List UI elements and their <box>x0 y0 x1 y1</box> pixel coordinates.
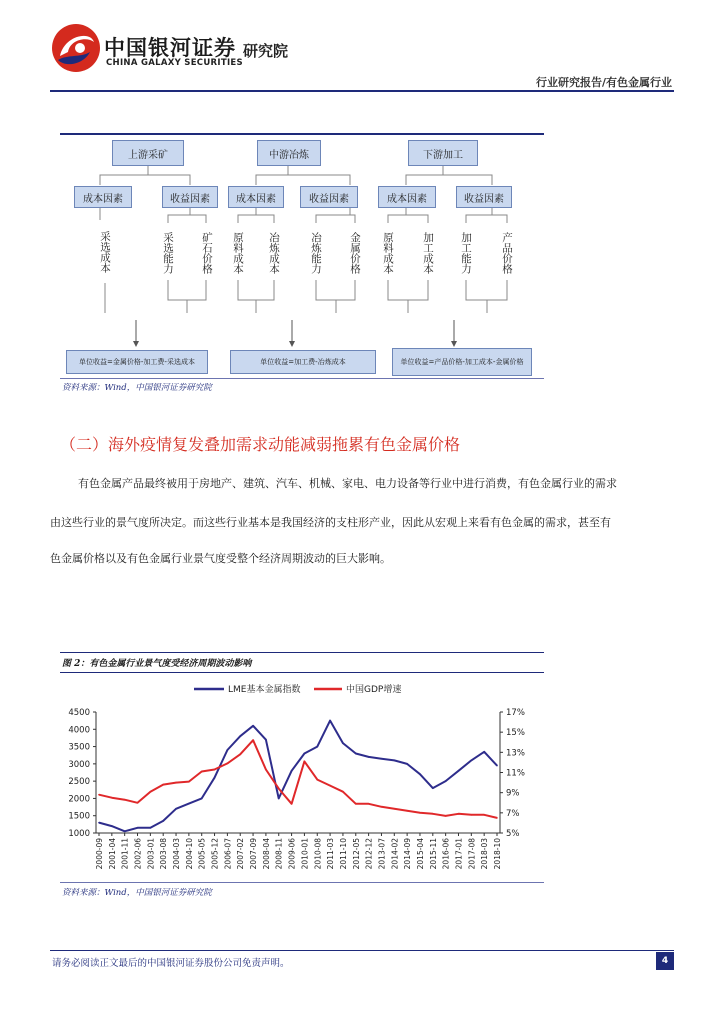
right-tick-label: 5% <box>506 829 520 839</box>
point-lme <box>419 773 421 775</box>
logo-chinese-name: 中国银河证券 <box>104 36 236 60</box>
stage-upstream-mining: 上游采矿 <box>112 140 184 166</box>
point-gdp <box>381 806 383 808</box>
header-divider <box>50 90 674 92</box>
left-tick-label: 3500 <box>68 742 90 753</box>
result-midstream-unit-revenue: 单位收益=加工费-冶炼成本 <box>230 350 376 374</box>
left-tick-label: 4500 <box>68 708 90 718</box>
point-lme <box>393 760 395 762</box>
point-gdp <box>471 814 473 816</box>
point-lme <box>329 720 331 722</box>
point-gdp <box>496 817 498 819</box>
page-number: 4 <box>656 952 674 970</box>
x-tick-label: 2011-03 <box>326 838 336 870</box>
point-lme <box>162 820 164 822</box>
item-mining-cost: 采选成本 <box>95 222 115 282</box>
point-lme <box>496 765 498 767</box>
report-category: 行业研究报告/有色金属行业 <box>535 76 672 89</box>
right-tick-label: 7% <box>506 808 520 819</box>
item-raw-material-cost-mid: 原料成本 <box>228 226 248 280</box>
x-tick-label: 2003-01 <box>146 838 156 870</box>
result-upstream-unit-revenue: 单位收益=金属价格-加工费-采选成本 <box>66 350 208 374</box>
point-gdp <box>150 791 152 793</box>
factor-revenue-upstream: 收益因素 <box>162 186 218 208</box>
left-tick-label: 1000 <box>68 829 90 839</box>
item-smelting-capacity: 冶炼能力 <box>306 226 326 280</box>
chart-title-top-divider <box>60 652 544 653</box>
left-tick-label: 3000 <box>68 759 90 770</box>
factor-revenue-downstream: 收益因素 <box>456 186 512 208</box>
diagram-bottom-divider <box>60 378 544 379</box>
x-tick-label: 2016-06 <box>441 838 451 870</box>
diagram-source-note: 资料来源：Wind，中国银河证券研究院 <box>62 383 212 393</box>
right-tick-label: 11% <box>506 768 525 779</box>
galaxy-logo-icon <box>50 22 102 74</box>
point-lme <box>445 780 447 782</box>
x-tick-label: 2012-12 <box>364 838 374 870</box>
point-gdp <box>445 815 447 817</box>
logo-english-name: CHINA GALAXY SECURITIES <box>106 58 243 68</box>
result-downstream-unit-revenue: 单位收益=产品价格-加工成本-金属价格 <box>392 348 532 376</box>
point-lme <box>265 739 267 741</box>
point-gdp <box>239 754 241 756</box>
x-tick-label: 2010-08 <box>313 838 323 870</box>
x-tick-label: 2007-02 <box>236 838 246 870</box>
point-gdp <box>214 769 216 771</box>
x-tick-label: 2004-03 <box>172 838 182 870</box>
x-tick-label: 2018-03 <box>480 838 490 870</box>
x-tick-label: 2001-04 <box>107 838 117 870</box>
point-gdp <box>342 791 344 793</box>
item-ore-price: 矿石价格 <box>197 226 217 280</box>
point-lme <box>124 830 126 832</box>
paragraph-line-1: 有色金属产品最终被用于房地产、建筑、汽车、机械、家电、电力设备等行业中进行消费，有色金属行业的需求 <box>78 477 617 490</box>
point-lme <box>316 746 318 748</box>
x-tick-label: 2009-06 <box>287 838 297 870</box>
paragraph-line-3: 色金属价格以及有色金属行业景气度受整个经济周期波动的巨大影响。 <box>50 552 391 565</box>
point-lme <box>406 763 408 765</box>
x-tick-label: 2017-08 <box>467 838 477 870</box>
point-gdp <box>458 813 460 815</box>
x-tick-label: 2011-10 <box>338 838 348 870</box>
x-tick-label: 2005-05 <box>197 838 207 870</box>
series-line-china-gdp <box>99 740 497 818</box>
x-tick-label: 2013-07 <box>377 838 387 870</box>
factor-revenue-midstream: 收益因素 <box>300 186 358 208</box>
right-tick-label: 15% <box>506 728 525 739</box>
item-processing-capacity: 加工能力 <box>456 226 476 280</box>
point-gdp <box>227 763 229 765</box>
point-gdp <box>252 739 254 741</box>
x-tick-label: 2015-04 <box>415 838 425 870</box>
point-gdp <box>98 794 100 796</box>
chart-title: 图 2：有色金属行业景气度受经济周期波动影响 <box>62 659 252 669</box>
left-tick-label: 1500 <box>68 811 90 822</box>
point-lme <box>278 798 280 800</box>
point-gdp <box>304 761 306 763</box>
point-lme <box>471 760 473 762</box>
point-gdp <box>124 799 126 801</box>
x-tick-label: 2005-12 <box>210 838 220 870</box>
point-lme <box>432 787 434 789</box>
x-tick-label: 2014-02 <box>390 838 400 870</box>
point-lme <box>227 749 229 751</box>
x-tick-label: 2015-11 <box>428 838 438 870</box>
chart-legend <box>194 683 401 695</box>
section-heading: （二）海外疫情复发叠加需求动能减弱拖累有色金属价格 <box>60 435 461 454</box>
point-lme <box>291 770 293 772</box>
stage-midstream-smelting: 中游冶炼 <box>257 140 321 166</box>
point-gdp <box>162 784 164 786</box>
x-tick-label: 2004-10 <box>184 838 194 870</box>
left-tick-label: 2500 <box>68 777 90 788</box>
point-lme <box>381 758 383 760</box>
point-lme <box>98 822 100 824</box>
x-tick-label: 2008-04 <box>261 838 271 870</box>
point-lme <box>137 827 139 829</box>
logo-institute: 研究院 <box>243 42 289 60</box>
point-gdp <box>265 769 267 771</box>
x-tick-label: 2002-06 <box>133 838 143 870</box>
point-gdp <box>483 814 485 816</box>
left-tick-label: 2000 <box>68 794 90 805</box>
factor-cost-downstream: 成本因素 <box>378 186 436 208</box>
point-lme <box>150 827 152 829</box>
legend-label-gdp: 中国GDP增速 <box>346 685 402 695</box>
point-gdp <box>432 813 434 815</box>
factor-cost-upstream: 成本因素 <box>74 186 132 208</box>
x-tick-label: 2012-05 <box>351 838 361 870</box>
x-tick-label: 2014-09 <box>403 838 413 870</box>
point-gdp <box>201 771 203 773</box>
point-lme <box>355 753 357 755</box>
point-gdp <box>419 812 421 814</box>
right-tick-label: 13% <box>506 748 525 759</box>
point-lme <box>175 808 177 810</box>
x-tick-label: 2008-11 <box>274 838 284 870</box>
metals-gdp-line-chart <box>60 676 544 880</box>
item-metal-price: 金属价格 <box>345 226 365 280</box>
point-lme <box>458 770 460 772</box>
x-tick-label: 2000-09 <box>95 838 104 870</box>
chart-title-bottom-divider <box>60 672 544 673</box>
left-tick-label: 4000 <box>68 725 90 736</box>
stage-downstream-processing: 下游加工 <box>408 140 478 166</box>
x-tick-label: 2017-01 <box>454 838 464 870</box>
paragraph-line-2: 由这些行业的景气度所决定。而这些行业基本是我国经济的支柱形产业，因此从宏观上来看有色金属的需求，甚至有 <box>50 516 611 529</box>
point-gdp <box>278 788 280 790</box>
factor-cost-midstream: 成本因素 <box>228 186 284 208</box>
point-lme <box>214 777 216 779</box>
chart-bottom-divider <box>60 882 544 883</box>
point-gdp <box>368 803 370 805</box>
chart-source-note: 资料来源：Wind，中国银河证券研究院 <box>62 888 212 898</box>
item-product-price: 产品价格 <box>497 226 517 280</box>
point-lme <box>304 753 306 755</box>
point-lme <box>368 756 370 758</box>
point-lme <box>111 825 113 827</box>
x-tick-label: 2003-08 <box>159 838 169 870</box>
x-tick-label: 2001-11 <box>120 838 130 870</box>
point-lme <box>201 798 203 800</box>
point-lme <box>342 742 344 744</box>
x-tick-label: 2006-07 <box>223 838 233 870</box>
point-gdp <box>111 797 113 799</box>
legend-label-lme: LME基本金属指数 <box>228 685 301 695</box>
point-lme <box>483 751 485 753</box>
point-gdp <box>291 803 293 805</box>
point-gdp <box>316 779 318 781</box>
right-tick-label: 9% <box>506 788 520 799</box>
item-smelting-cost: 冶炼成本 <box>264 226 284 280</box>
item-processing-cost: 加工成本 <box>418 226 438 280</box>
point-lme <box>239 735 241 737</box>
point-lme <box>188 803 190 805</box>
point-lme <box>252 725 254 727</box>
footer-disclaimer: 请务必阅读正文最后的中国银河证券股份公司免责声明。 <box>52 958 290 969</box>
x-tick-label: 2007-09 <box>249 838 259 870</box>
point-gdp <box>393 808 395 810</box>
point-gdp <box>188 781 190 783</box>
point-gdp <box>329 785 331 787</box>
item-raw-material-cost-down: 原料成本 <box>378 226 398 280</box>
item-mining-capacity: 采选能力 <box>158 226 178 280</box>
right-tick-label: 17% <box>506 708 525 718</box>
point-gdp <box>355 803 357 805</box>
point-gdp <box>137 802 139 804</box>
x-tick-label: 2018-10 <box>493 838 502 870</box>
x-tick-label: 2010-01 <box>300 838 310 870</box>
point-gdp <box>175 782 177 784</box>
footer-divider <box>50 950 674 951</box>
point-gdp <box>406 810 408 812</box>
